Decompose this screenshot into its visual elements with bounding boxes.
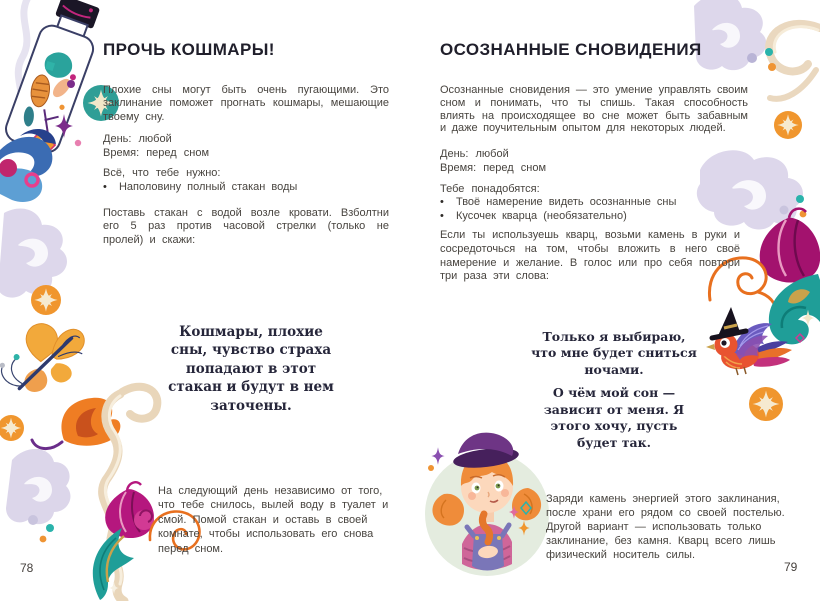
- orange-star-medallion-right-1: [774, 111, 802, 139]
- right-page-number: 79: [784, 560, 798, 574]
- right-chant-text: [529, 329, 699, 452]
- orange-star-medallion-right-2: [749, 387, 783, 421]
- left-chant-text: Кошмары, плохие сны, чувство страха попадают в этот стакан и будут в нем заточены.: [168, 323, 334, 414]
- right-intro-paragraph: Осознанные сновидения — это умение управлять своим сном и понимать, что ты спишь. Такая способность влиять на происходящее во сне может быть забавным и даже поучительным опытом для некоторых людей.: [440, 84, 748, 135]
- left-page-title: ПРОЧЬ КОШМАРЫ!: [103, 40, 275, 59]
- left-instructions-paragraph: Поставь стакан с водой возле кровати. Взболтни его 5 раз против часовой стрелки (только не пролей) и скажи:: [103, 207, 389, 246]
- right-needs-heading: Тебе понадобятся:: [440, 183, 540, 195]
- orange-star-medallion-left-2: [0, 415, 24, 441]
- teal-dot: [46, 524, 54, 532]
- purple-sparkle: [431, 447, 444, 465]
- slate-dot: [747, 53, 757, 63]
- pink-dot: [75, 140, 81, 146]
- purple-dot: [67, 80, 75, 88]
- right-needs-list: [440, 196, 746, 223]
- teal-dot: [796, 195, 804, 203]
- butterfly: [0, 313, 95, 400]
- teal-swirl-right: [769, 274, 820, 344]
- lavender-smoke-left-1: [0, 209, 67, 298]
- list-item: • Твоё намерение видеть осознанные сны: [440, 196, 746, 210]
- girl-portrait: [425, 433, 549, 576]
- lavender-dot: [28, 515, 38, 525]
- teal-feather-swirl-left: [93, 528, 134, 600]
- list-item: • Кусочек кварца (необязательно): [440, 210, 746, 224]
- lavender-dot: [780, 206, 789, 215]
- time-line: Время: перед сном: [440, 161, 547, 174]
- orange-dot: [428, 465, 434, 471]
- right-instructions-paragraph: Если ты используешь кварц, возьми камень в руки и сосредоточься на том, чтобы вложить в него своё намерение и желание. В голос или про себя повтори три раза эти слова:: [440, 229, 740, 283]
- left-needs-heading: Всё, что тебе нужно:: [103, 167, 221, 179]
- teal-dot: [765, 48, 773, 56]
- left-intro-paragraph: Плохие сны могут быть очень пугающими. Это заклинание поможет прогнать кошмары, мешающие твоему сну.: [103, 84, 389, 123]
- right-outro-paragraph: Заряди камень энергией этого заклинания, после храни его рядом со своей постелью. Другой вариант — использовать только заклинание, без камня. Кварц всего лишь физический носитель силы.: [546, 493, 785, 561]
- right-day-time: [440, 148, 546, 176]
- left-page-number: 78: [20, 561, 34, 575]
- right-chant-circle: [521, 299, 707, 481]
- chant-paragraph: Только я выбираю, что мне будет сниться ночами.: [531, 328, 697, 377]
- left-chant-circle: [146, 267, 356, 471]
- day-line: День: любой: [440, 148, 509, 160]
- left-day-time: [103, 133, 209, 161]
- orange-star-medallion-left-1: [31, 285, 61, 315]
- chant-paragraph: О чём мой сон — зависит от меня. Я этого хочу, пусть будет так.: [543, 385, 685, 450]
- blue-flower-cluster: [0, 129, 56, 202]
- time-line: Время: перед сном: [103, 146, 210, 159]
- orange-dot: [40, 536, 47, 543]
- beige-smoke-right-top: [769, 24, 820, 99]
- lavender-smoke-left-2: [6, 449, 70, 524]
- right-page-title: ОСОЗНАННЫЕ СНОВИДЕНИЯ: [440, 40, 702, 59]
- left-needs-list: [103, 181, 393, 195]
- left-outro-paragraph: На следующий день независимо от того, что тебе снилось, вылей воду в туалет и смой. Помой стакан и оставь в своей комнате, чтобы использовать его снова перед сном.: [158, 485, 389, 555]
- day-line: День: любой: [103, 133, 172, 145]
- list-item: • Наполовину полный стакан воды: [103, 181, 393, 195]
- orange-dot: [768, 63, 776, 71]
